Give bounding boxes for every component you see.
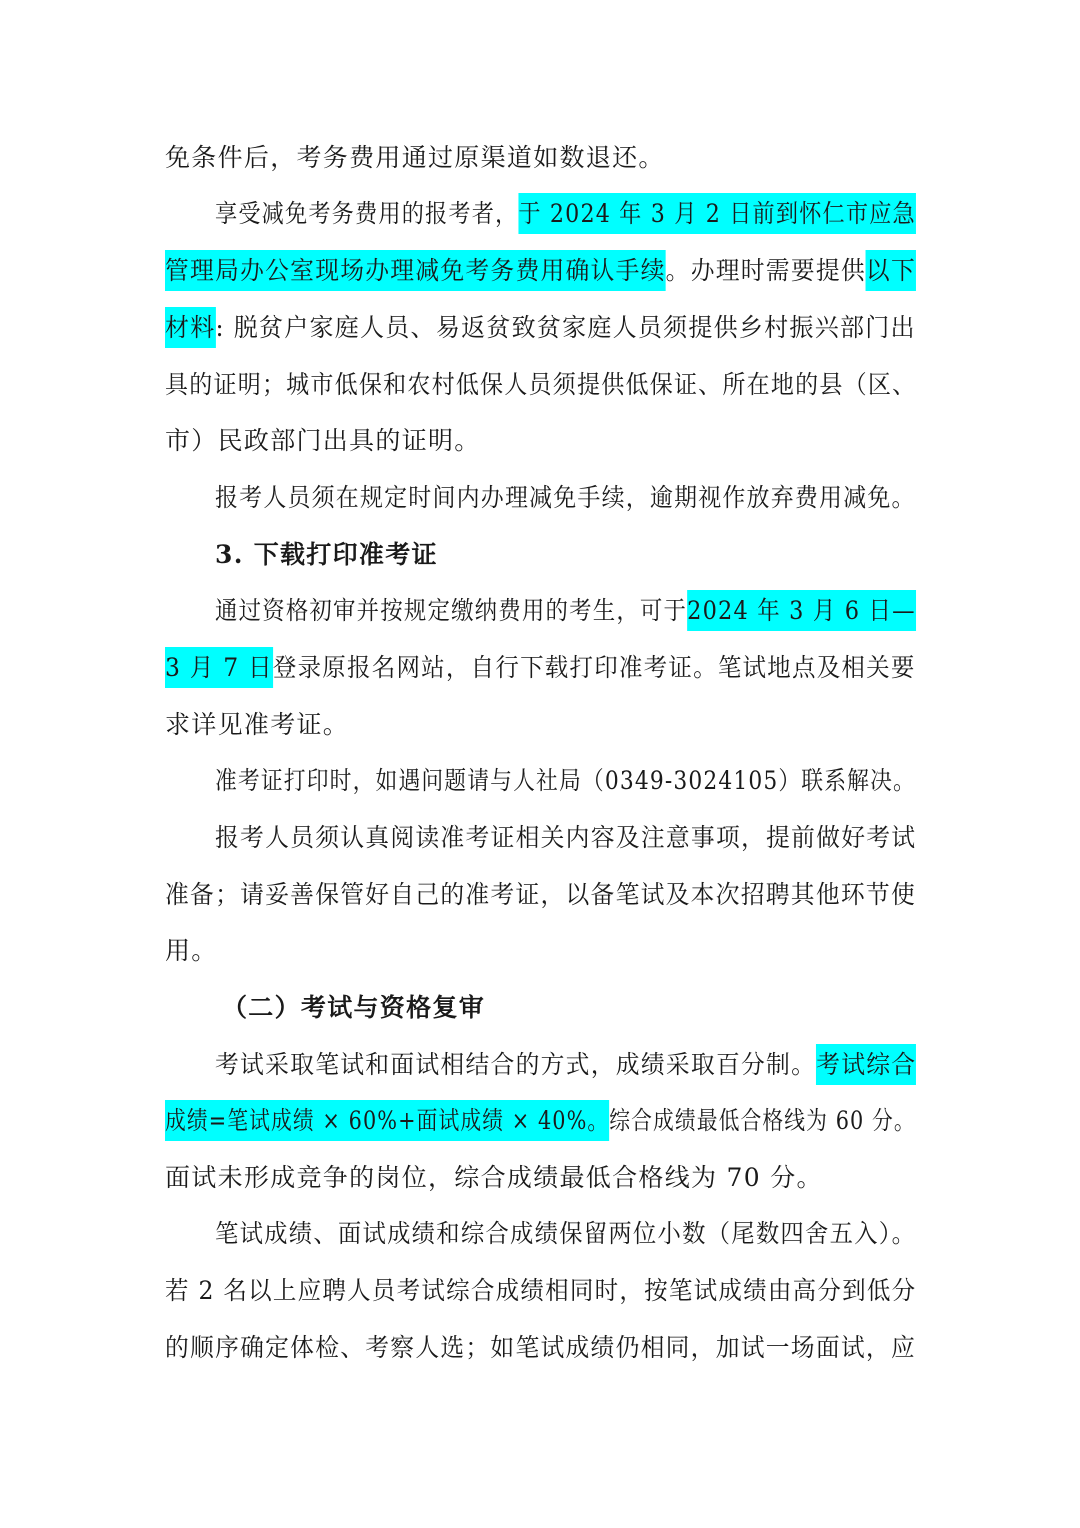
body-text: 通过资格初审并按规定缴纳费用的考生，可于 xyxy=(215,596,688,625)
text-line xyxy=(165,1263,916,1319)
text-line xyxy=(165,1093,916,1149)
body-text: 免条件后，考务费用通过原渠道如数退还。 xyxy=(165,143,665,172)
text-line xyxy=(165,867,916,923)
text-line xyxy=(215,1037,916,1093)
text-line xyxy=(165,130,665,186)
section-heading: （二）考试与资格复审 xyxy=(222,993,486,1022)
body-text: 准备；请妥善保管好自己的准考证，以备笔试及本次招聘其他环节使 xyxy=(165,880,916,909)
highlighted-text: 于 2024 年 3 月 2 日前到怀仁市应急 xyxy=(518,193,916,234)
body-text: 市）民政部门出具的证明。 xyxy=(165,426,481,455)
text-line xyxy=(165,243,916,299)
highlighted-text: 考试综合 xyxy=(816,1044,916,1085)
text-line xyxy=(165,357,916,413)
text-line xyxy=(215,186,916,242)
text-line xyxy=(215,753,916,809)
text-line xyxy=(165,640,916,696)
body-text: 。办理时需要提供 xyxy=(665,256,866,285)
body-text: 具的证明；城市低保和农村低保人员须提供低保证、所在地的县（区、 xyxy=(165,370,917,399)
body-text: 享受减免考务费用的报考者， xyxy=(215,199,519,228)
body-text: 若 2 名以上应聘人员考试综合成绩相同时，按笔试成绩由高分到低分 xyxy=(165,1276,917,1305)
body-text: 用。 xyxy=(165,936,218,965)
body-text: : 脱贫户家庭人员、易返贫致贫家庭人员须提供乡村振兴部门出 xyxy=(215,313,916,342)
body-text: 准考证打印时，如遇问题请与人社局（0349-3024105）联系解决。 xyxy=(215,766,916,795)
highlighted-text: 成绩=笔试成绩 × 60%+面试成绩 × 40%。 xyxy=(165,1100,609,1141)
body-text: 报考人员须在规定时间内办理减免手续，逾期视作放弃费用减免。 xyxy=(215,483,916,512)
highlighted-text: 材料 xyxy=(165,307,216,348)
body-text: 考试采取笔试和面试相结合的方式，成绩采取百分制。 xyxy=(215,1050,817,1079)
highlighted-text: 管理局办公室现场办理减免考务费用确认手续 xyxy=(165,250,666,291)
section-heading: 3. 下载打印准考证 xyxy=(215,540,438,569)
text-line xyxy=(215,583,916,639)
body-text: 报考人员须认真阅读准考证相关内容及注意事项，提前做好考试 xyxy=(215,823,917,852)
body-text: 求详见准考证。 xyxy=(165,710,350,739)
body-text: 的顺序确定体检、考察人选；如笔试成绩仍相同，加试一场面试，应 xyxy=(165,1333,916,1362)
highlighted-text: 以下 xyxy=(866,250,916,291)
text-line xyxy=(165,1320,916,1376)
body-text: 综合成绩最低合格线为 60 分。 xyxy=(609,1106,916,1135)
text-line xyxy=(165,413,481,469)
highlighted-text: 2024 年 3 月 6 日— xyxy=(687,590,916,631)
text-line xyxy=(165,923,218,979)
body-text: 面试未形成竞争的岗位，综合成绩最低合格线为 70 分。 xyxy=(165,1163,823,1192)
text-line xyxy=(215,1206,916,1262)
text-line xyxy=(222,980,485,1036)
text-line xyxy=(215,810,916,866)
body-text: 笔试成绩、面试成绩和综合成绩保留两位小数（尾数四舍五入）。 xyxy=(215,1219,917,1248)
text-line xyxy=(165,1150,823,1206)
highlighted-text: 3 月 7 日 xyxy=(165,647,273,688)
text-line xyxy=(165,697,349,753)
text-line xyxy=(215,470,916,526)
body-text: 登录原报名网站，自行下载打印准考证。笔试地点及相关要 xyxy=(272,653,916,682)
text-line xyxy=(215,527,438,583)
text-line xyxy=(165,300,916,356)
